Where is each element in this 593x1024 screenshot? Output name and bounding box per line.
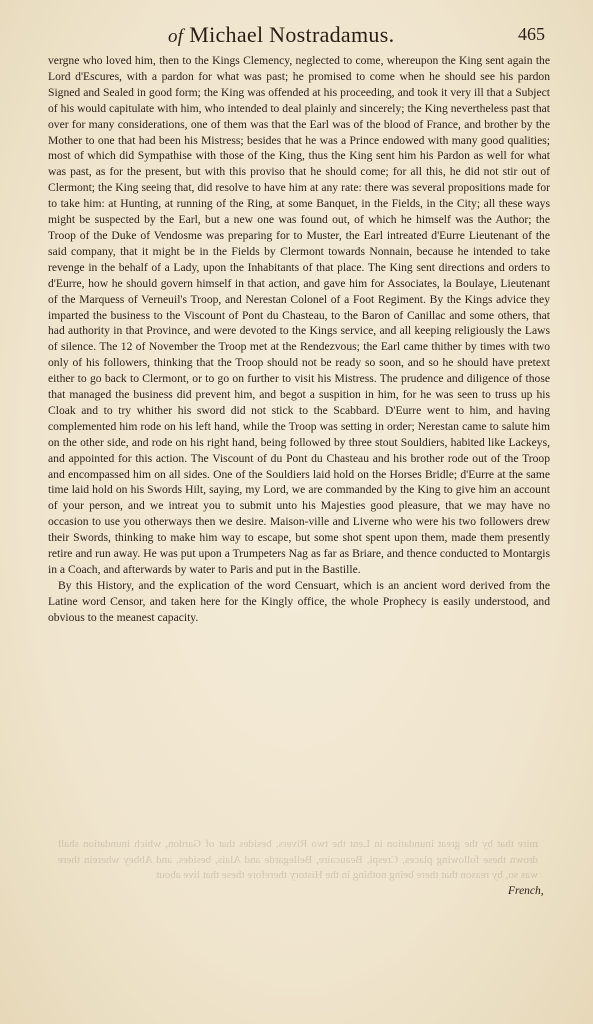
running-head-prefix: of: [168, 26, 184, 47]
body-text: [48, 53, 550, 626]
paragraph-2: By this History, and the explication of the word Censuart, which is an ancient word derived from the Latine word Censor, and taken here for the Kingly office, the whole Prophecy is easily understood, and obvious to the meanest capacity.: [48, 578, 550, 624]
running-head-title: Michael Nostradamus.: [189, 22, 395, 47]
bleed-through-text: mire that by the great inundation in Lent the two Rivers, besides that of Gardon, which inundation shall drown these following places, Crespi, Beaucaire, Bellegarde and Alais, besides, and Abbey wherein there was so, by reason that there being nothing in the History therefore these that live about: [58, 838, 538, 881]
running-head: [168, 22, 394, 48]
page-header: [0, 22, 593, 54]
page-number: 465: [518, 24, 545, 44]
paragraph-1: vergne who loved him, then to the Kings Clemency, neglected to come, whereupon the King sent again the Lord d'Escures, with a pardon for what was past; he promised to come when he should see his pardon Signed and Sealed in good form; the King was offended at his proceeding, and took it very ill that a Subject of his would capitulate with him, who intended to deal plainly and sincerely; the King nevertheless past that over for many considerations, one of them was that the Earl was of the blood of France, and brother by the Mother to one that had been his Mistress; besides that he was a Prince endowed with many good qualities; most of which did Sympathise with those of the King, thus the King sent him his Pardon as well for what was past, as for the present, but with this proviso that he should come; for all this, he did not stir out of Clermont; the King seeing that, did resolve to have him at any rate: there was several propositions made for to take him: at Hunting, at running of the Ring, at some Banquet, in the Fields, in the City; all these ways might be suspected by the Earl, but a new one was found out, of which he himself was the Author; the Troop of the Duke of Vendosme was preparing for to Muster, the Earl intreated d'Eurre Lieutenant of the said company, that it might be in the Fields by Clermont towards Nonnain, because he intended to take revenge in the behalf of a Lady, upon the Inhabitants of that place. The King sent directions and orders to d'Eurre, how he should govern himself in that action, and gave him for Associates, la Boulaye, Lieutenant of the Marquess of Verneuil's Troop, and Nerestan Colonel of a Foot Regiment. By the Kings advice they imparted the business to the Viscount of Pont du Chasteau, to the Baron of Canillac and some others, that had authority in that Province, and were devoted to the Kings service, and all keeping religiously the Laws of silence. The 12 of November the Troop met at the Rendezvous; the Earl came thither by times with two only of his followers, thinking that the Troop should not be ready so soon, and so he should have pretext either to go back to Clermont, or to go on further to visit his Mistress. The prudence and diligence of those that managed the business did prevent him, and begot a suspition in him, for he was seen to truss up his Cloak and to try whither his sword did not stick to the Scabbard. D'Eurre went to him, and having complemented him rode on his left hand, while the Troop was setting in order; Nerestan came to salute him on the other side, and rode on his right hand, being followed by three stout Souldiers, habited like Lackeys, and appointed for this action. The Viscount of du Pont du Chasteau and his brother rode out of the Troop and encompassed him on all sides. One of the Souldiers laid hold on the Horses Bridle; d'Eurre at the same time laid hold on his Swords Hilt, saying, my Lord, we are commanded by the King to give him an account of your person, and we intreat you to submit unto his Majesties good pleasure, that we may have no occasion to use you otherways then we desire. Maison-ville and Liverne who were his two followers drew their Swords, thinking to make him way to escape, but some shot spent upon them, made them presently retire and run away. He was put upon a Trumpeters Nag as far as Briare, and thence conducted to Montargis in a Coach, and afterwards by water to Paris and put in the Bastille.: [48, 54, 550, 576]
catchword: French,: [508, 885, 544, 897]
